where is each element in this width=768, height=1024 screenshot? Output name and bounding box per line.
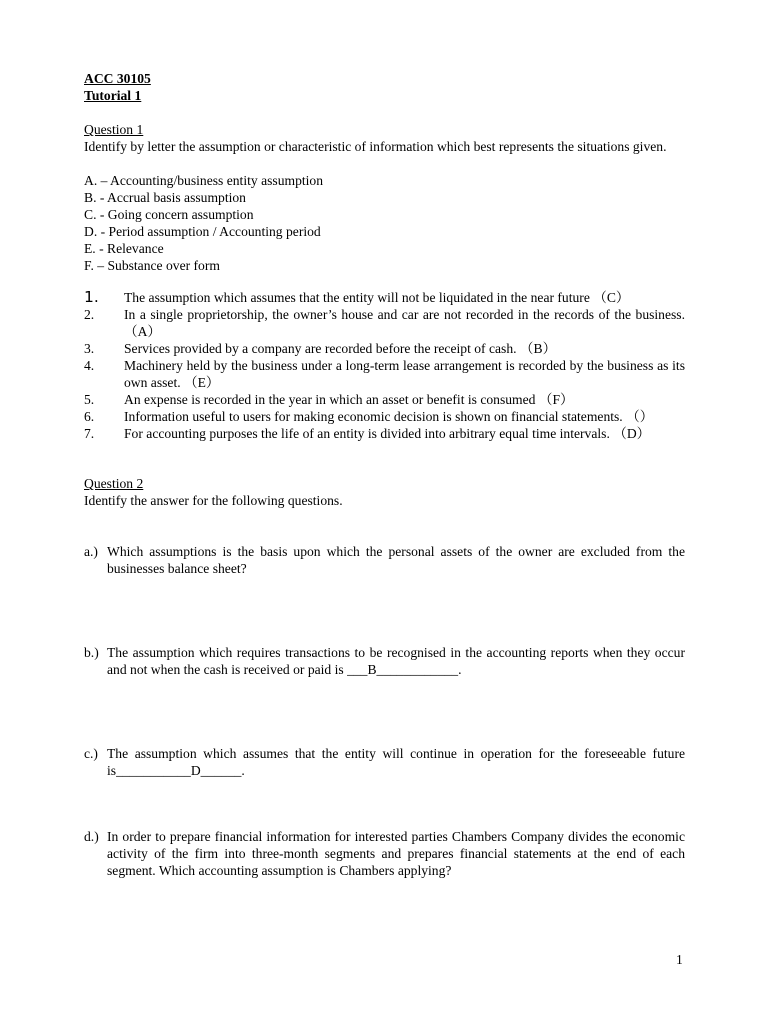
- item-number: 1.: [84, 288, 99, 306]
- item-text: The assumption which assumes that the entity will not be liquidated in the near future （C）: [124, 290, 630, 305]
- item-number: 4.: [84, 358, 95, 373]
- question-1-items: [84, 289, 685, 442]
- part-label: a.): [84, 544, 98, 559]
- question-1-item: [84, 306, 685, 340]
- part-label: c.): [84, 746, 98, 761]
- option-list: [84, 172, 685, 274]
- part-text: The assumption which requires transactions to be recognised in the accounting reports when they occur and not when the cash is received or paid is ___B____________.: [107, 645, 685, 677]
- item-number: 5.: [84, 392, 95, 407]
- question-2-heading: Question 2: [84, 476, 144, 491]
- item-text: Information useful to users for making economic decision is shown on financial statements. （）: [124, 409, 654, 424]
- option-b: B. - Accrual basis assumption: [84, 190, 246, 205]
- part-text: The assumption which assumes that the entity will continue in operation for the foreseeable future is___________D______.: [107, 746, 685, 778]
- item-number: 7.: [84, 426, 95, 441]
- question-2-part: [84, 828, 685, 879]
- question-2-part: [84, 543, 685, 577]
- spacer: [84, 104, 685, 121]
- page-number: 1: [676, 952, 683, 967]
- item-text: In a single proprietorship, the owner’s house and car are not recorded in the records of the business. （A）: [124, 307, 685, 339]
- question-1-item: [84, 408, 685, 425]
- question-1-item: [84, 357, 685, 391]
- question-1-item: [84, 425, 685, 442]
- document-page: [84, 70, 685, 879]
- question-1-instruction: Identify by letter the assumption or characteristic of information which best represents the situations given.: [84, 139, 667, 154]
- question-1-item: [84, 289, 685, 306]
- spacer: [84, 155, 685, 172]
- part-text: Which assumptions is the basis upon which the personal assets of the owner are excluded from the businesses balance sheet?: [107, 544, 685, 576]
- item-number: 3.: [84, 341, 95, 356]
- item-text: An expense is recorded in the year in which an asset or benefit is consumed （F）: [124, 392, 574, 407]
- item-number: 6.: [84, 409, 95, 424]
- option-a: A. – Accounting/business entity assumption: [84, 173, 324, 188]
- question-2-part: [84, 745, 685, 779]
- question-1-heading: Question 1: [84, 122, 144, 137]
- course-code: ACC 30105: [84, 71, 151, 86]
- question-1-item: [84, 391, 685, 408]
- tutorial-title: Tutorial 1: [84, 88, 142, 103]
- part-label: d.): [84, 829, 99, 844]
- option-d: D. - Period assumption / Accounting period: [84, 224, 321, 239]
- option-f: F. – Substance over form: [84, 258, 220, 273]
- question-2-instruction: Identify the answer for the following questions.: [84, 493, 343, 508]
- item-text: For accounting purposes the life of an entity is divided into arbitrary equal time intervals. （D）: [124, 426, 651, 441]
- question-2-part: [84, 644, 685, 678]
- item-text: Services provided by a company are recorded before the receipt of cash. （B）: [124, 341, 557, 356]
- question-1-item: [84, 340, 685, 357]
- question-2-section: [84, 475, 685, 879]
- item-text: Machinery held by the business under a long-term lease arrangement is recorded by the business as its own asset. （E）: [124, 358, 685, 390]
- part-label: b.): [84, 645, 99, 660]
- option-c: C. - Going concern assumption: [84, 207, 254, 222]
- option-e: E. - Relevance: [84, 241, 164, 256]
- part-text: In order to prepare financial information for interested parties Chambers Company divides the economic activity of the firm into three-month segments and prepares financial statements at the end of each segment. Which accounting assumption is Chambers applying?: [107, 829, 685, 878]
- item-number: 2.: [84, 307, 95, 322]
